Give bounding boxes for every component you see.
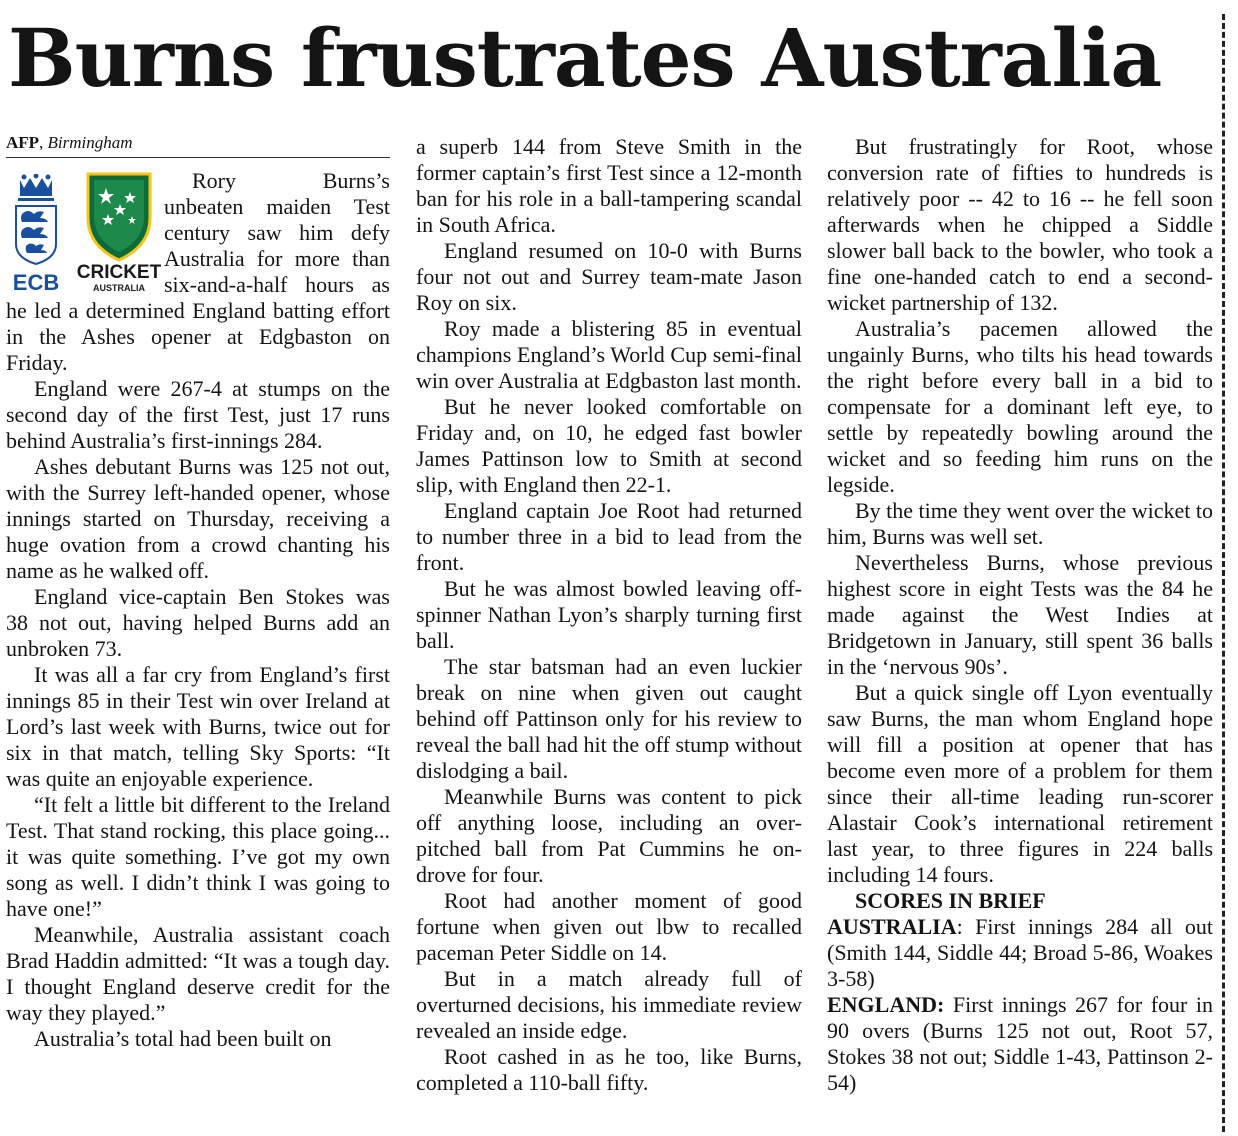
scores-england bbox=[827, 992, 1213, 1096]
ecb-logo bbox=[8, 174, 64, 294]
paragraph: “It felt a little bit different to the Ireland Test. That stand rocking, this place going... it was quite something. I’ve got my own song as well. I didn’t think I was going to have one!” bbox=[6, 792, 390, 921]
ca-line2: AUSTRALIA bbox=[93, 283, 145, 293]
column-3 bbox=[827, 134, 1213, 1096]
paragraph: Nevertheless Burns, whose previous highest score in eight Tests was the 84 he made against the West Indies at Bridgetown in January, still spent 36 balls in the ‘nervous 90s’. bbox=[827, 550, 1213, 679]
paragraph: Ashes debutant Burns was 125 not out, with the Surrey left-handed opener, whose innings started on Thursday, receiving a huge ovation from a crowd chanting his name as he walked off. bbox=[6, 454, 390, 583]
headline: Burns frustrates Australia bbox=[8, 11, 1162, 105]
paragraph: It was all a far cry from England’s first innings 85 in their Test win over Ireland at Lord’s last week with Burns, twice out for six in that match, telling Sky Sports: “It was quite an enjoyable experience. bbox=[6, 662, 390, 791]
byline-place: Birmingham bbox=[47, 133, 133, 152]
paragraph: England captain Joe Root had returned to number three in a bid to lead from the front. bbox=[416, 498, 802, 575]
scores-australia bbox=[827, 914, 1213, 992]
scores-heading: SCORES IN BRIEF bbox=[855, 888, 1046, 913]
logos bbox=[6, 168, 162, 298]
paragraph: Australia’s pacemen allowed the ungainly Burns, who tilts his head towards the right before every ball in a bid to compensate for a dominant left eye, to settle by repeatedly bowling around the wicket and so feeding him runs on the legside. bbox=[827, 316, 1213, 497]
paragraph: But frustratingly for Root, whose conversion rate of fifties to hundreds is relatively poor -- 42 to 16 -- he fell soon afterwards when he chipped a Siddle slower ball back to the bowler, who took a fine one-handed catch to end a second-wicket partnership of 132. bbox=[827, 134, 1213, 315]
paragraph: Roy made a blistering 85 in eventual champions England’s World Cup semi-final win over Australia at Edgbaston last month. bbox=[416, 316, 802, 393]
scores-england-text: First innings 267 for four in 90 overs (Burns 125 not out, Root 57, Stokes 38 not out; Siddle 1-43, Pattinson 2-54) bbox=[827, 992, 1213, 1095]
paragraph: Meanwhile, Australia assistant coach Brad Haddin admitted: “It was a tough day. I thought England deserve credit for the way they played.” bbox=[6, 922, 390, 1025]
ca-line1: CRICKET bbox=[76, 262, 162, 283]
cut-line bbox=[1222, 14, 1225, 1132]
scores-australia-label: AUSTRALIA bbox=[827, 914, 957, 939]
paragraph: England resumed on 10-0 with Burns four not out and Surrey team-mate Jason Roy on six. bbox=[416, 238, 802, 315]
byline: AFP, Birmingham bbox=[6, 132, 390, 158]
paragraph: Meanwhile Burns was content to pick off anything loose, including an over-pitched ball from Pat Cummins he on-drove for four. bbox=[416, 784, 802, 887]
paragraph: But in a match already full of overturned decisions, his immediate review revealed an inside edge. bbox=[416, 966, 802, 1043]
paragraph: But he was almost bowled leaving off-spinner Nathan Lyon’s sharply turning first ball. bbox=[416, 576, 802, 653]
paragraph: But a quick single off Lyon eventually saw Burns, the man whom England hope will fill a position at opener that has become even more of a problem for them since their all-time leading run-scorer Alastair Cook’s international retirement last year, to three figures in 224 balls including 14 fours. bbox=[827, 680, 1213, 887]
paragraph: Root cashed in as he too, like Burns, completed a 110-ball fifty. bbox=[416, 1044, 802, 1095]
byline-agency: AFP bbox=[6, 133, 40, 152]
paragraph: But he never looked comfortable on Friday and, on 10, he edged fast bowler James Pattinson low to Smith at second slip, with England then 22-1. bbox=[416, 394, 802, 497]
column-1 bbox=[6, 132, 390, 1052]
paragraph: The star batsman had an even luckier break on nine when given out caught behind off Pattinson only for his review to reveal the ball had hit the off stump without dislodging a bail. bbox=[416, 654, 802, 783]
cricket-australia-logo bbox=[74, 170, 164, 294]
ecb-text: ECB bbox=[12, 270, 60, 294]
paragraph: Rory Burns’s unbeaten maiden Test century saw him defy Australia for more than six-and-a-half hours as he led a determined England batting effort in the Ashes opener at Edgbaston on Friday. bbox=[6, 168, 390, 375]
paragraph: England were 267-4 at stumps on the second day of the first Test, just 17 runs behind Australia’s first-innings 284. bbox=[6, 376, 390, 453]
paragraph: a superb 144 from Steve Smith in the former captain’s first Test since a 12-month ban for his role in a ball-tampering scandal in South Africa. bbox=[416, 134, 802, 237]
paragraph: By the time they went over the wicket to him, Burns was well set. bbox=[827, 498, 1214, 549]
paragraph: England vice-captain Ben Stokes was 38 not out, having helped Burns add an unbroken 73. bbox=[6, 584, 390, 661]
paragraph: Australia’s total had been built on bbox=[34, 1026, 332, 1051]
paragraph: Root had another moment of good fortune when given out lbw to recalled paceman Peter Siddle on 14. bbox=[416, 888, 802, 965]
column-2 bbox=[416, 134, 802, 1096]
scores-england-label: ENGLAND: bbox=[827, 992, 945, 1017]
scores-australia-text: : First innings 284 all out (Smith 144, Siddle 44; Broad 5-86, Woakes 3-58) bbox=[827, 914, 1213, 991]
